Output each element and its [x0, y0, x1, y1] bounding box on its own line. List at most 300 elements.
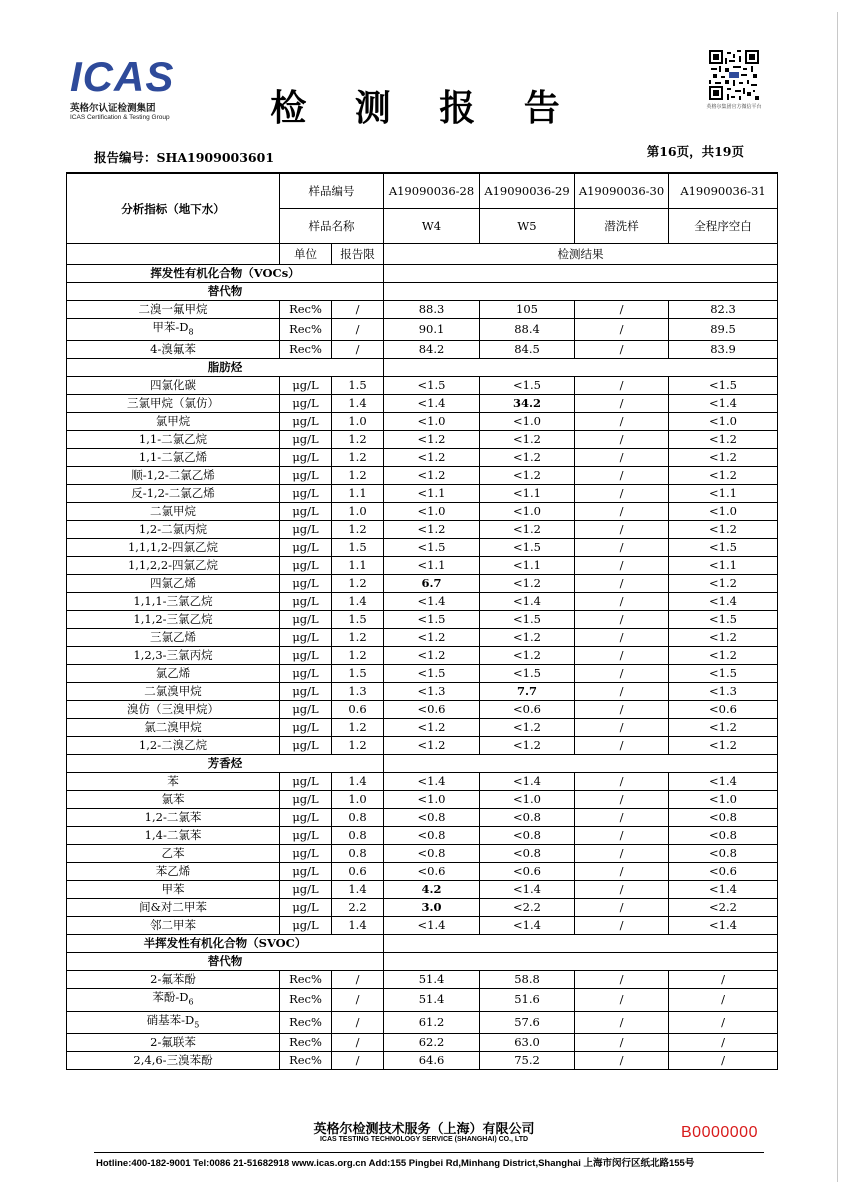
result-cell: / — [575, 449, 669, 467]
result-cell: <1.5 — [480, 539, 575, 557]
result-cell: / — [575, 917, 669, 935]
unit-cell: μg/L — [280, 881, 332, 899]
result-cell: <1.2 — [480, 647, 575, 665]
analyte-name: 1,2,3-三氯丙烷 — [67, 647, 280, 665]
result-cell: <1.2 — [480, 737, 575, 755]
result-cell: <0.8 — [669, 809, 778, 827]
analyte-name: 1,2-二氯丙烷 — [67, 521, 280, 539]
reporting-limit-cell: 1.0 — [332, 413, 384, 431]
unit-cell: μg/L — [280, 899, 332, 917]
unit-cell: μg/L — [280, 629, 332, 647]
result-cell: <0.8 — [480, 809, 575, 827]
unit-cell: μg/L — [280, 575, 332, 593]
result-cell: / — [575, 593, 669, 611]
unit-cell: μg/L — [280, 773, 332, 791]
analyte-name: 反-1,2-二氯乙烯 — [67, 485, 280, 503]
result-cell: / — [575, 665, 669, 683]
result-cell: 105 — [480, 301, 575, 319]
unit-cell: μg/L — [280, 647, 332, 665]
result-cell: <1.2 — [669, 737, 778, 755]
unit-cell: μg/L — [280, 791, 332, 809]
result-cell: <1.2 — [480, 719, 575, 737]
analyte-name: 2-氟联苯 — [67, 1033, 280, 1051]
result-cell: 90.1 — [384, 319, 480, 341]
table-row — [67, 809, 778, 827]
reporting-limit-cell: 1.2 — [332, 647, 384, 665]
result-cell: / — [575, 845, 669, 863]
result-cell: <0.6 — [384, 863, 480, 881]
result-cell: <1.4 — [669, 917, 778, 935]
result-cell: / — [575, 341, 669, 359]
result-cell: <1.4 — [384, 917, 480, 935]
analyte-name: 1,2-二溴乙烷 — [67, 737, 280, 755]
result-cell: / — [575, 377, 669, 395]
category-label: 挥发性有机化合物（VOCs） — [67, 265, 384, 283]
reporting-limit-cell: 1.5 — [332, 377, 384, 395]
result-cell: 84.2 — [384, 341, 480, 359]
table-row — [67, 665, 778, 683]
result-cell: <1.0 — [480, 413, 575, 431]
result-cell: / — [575, 575, 669, 593]
result-cell: <1.5 — [384, 665, 480, 683]
result-cell: / — [669, 1051, 778, 1069]
result-cell: / — [575, 539, 669, 557]
result-cell: 88.4 — [480, 319, 575, 341]
sample-number-cell: A19090036-30 — [575, 173, 669, 209]
sample-name-label: 样品名称 — [280, 209, 384, 244]
analyte-name: 邻二甲苯 — [67, 917, 280, 935]
logo-chinese-name: 英格尔认证检测集团 — [70, 103, 156, 114]
table-row — [67, 1011, 778, 1033]
result-cell: <1.0 — [384, 503, 480, 521]
result-cell: <1.4 — [384, 395, 480, 413]
blank-cell — [384, 953, 778, 971]
result-cell: <1.5 — [669, 377, 778, 395]
analyte-name: 1,1,2-三氯乙烷 — [67, 611, 280, 629]
reporting-limit-cell: / — [332, 341, 384, 359]
result-cell: <1.2 — [669, 467, 778, 485]
result-cell: <0.8 — [480, 827, 575, 845]
result-cell: <0.6 — [480, 863, 575, 881]
analyte-name: 苯酚$-D_6$ — [67, 989, 280, 1011]
company-name-cn: 英格尔检测技术服务（上海）有限公司 — [313, 1122, 535, 1137]
sample-number-cell: A19090036-28 — [384, 173, 480, 209]
sample-number-cell: A19090036-29 — [480, 173, 575, 209]
contact-info: Hotline:400-182-9001 Tel:0086 21-51682918 www.icas.org.cn Add:155 Pingbei Rd,Minhang District,Shanghai 上海市闵行区纸北路155号 — [96, 1158, 695, 1169]
unit-cell: μg/L — [280, 863, 332, 881]
group-row — [67, 359, 778, 377]
sample-name-cell: W5 — [480, 209, 575, 244]
reporting-limit-cell: 1.0 — [332, 791, 384, 809]
reporting-limit-cell: 0.8 — [332, 827, 384, 845]
table-row — [67, 431, 778, 449]
result-cell: 51.6 — [480, 989, 575, 1011]
analyte-name: 硝基苯$-D_5$ — [67, 1011, 280, 1033]
result-cell: <1.2 — [480, 467, 575, 485]
result-cell: <1.2 — [669, 629, 778, 647]
table-row — [67, 827, 778, 845]
result-cell: <0.6 — [669, 701, 778, 719]
analyte-name: 氯乙烯 — [67, 665, 280, 683]
result-cell: / — [575, 683, 669, 701]
table-row — [67, 719, 778, 737]
analysis-indicator-header: 分析指标（地下水） — [67, 173, 280, 244]
table-row — [67, 319, 778, 341]
table-row — [67, 971, 778, 989]
group-label: 替代物 — [67, 953, 384, 971]
result-cell: / — [575, 773, 669, 791]
result-cell: 62.2 — [384, 1033, 480, 1051]
result-cell: / — [575, 863, 669, 881]
unit-cell: μg/L — [280, 719, 332, 737]
reporting-limit-cell: 1.2 — [332, 521, 384, 539]
result-cell: 3.0 — [384, 899, 480, 917]
table-row — [67, 611, 778, 629]
group-row — [67, 953, 778, 971]
table-row — [67, 989, 778, 1011]
result-cell: 63.0 — [480, 1033, 575, 1051]
group-label: 芳香烃 — [67, 755, 384, 773]
unit-cell: Rec% — [280, 971, 332, 989]
result-cell: / — [575, 1051, 669, 1069]
result-cell: <1.4 — [384, 773, 480, 791]
result-cell: <1.2 — [384, 467, 480, 485]
result-cell: <1.2 — [480, 629, 575, 647]
qr-caption: 英格尔集团官方微信平台 — [706, 104, 762, 110]
category-row — [67, 935, 778, 953]
unit-cell: μg/L — [280, 539, 332, 557]
reporting-limit-label: 报告限 — [332, 244, 384, 265]
reporting-limit-cell: 1.1 — [332, 485, 384, 503]
result-cell: <1.2 — [669, 431, 778, 449]
analyte-name: 三氯乙烯 — [67, 629, 280, 647]
analyte-name: 间&对二甲苯 — [67, 899, 280, 917]
unit-cell: Rec% — [280, 1051, 332, 1069]
blank-cell — [384, 359, 778, 377]
result-cell: / — [575, 431, 669, 449]
table-row — [67, 917, 778, 935]
table-row — [67, 899, 778, 917]
analyte-name: 氯甲烷 — [67, 413, 280, 431]
table-row — [67, 341, 778, 359]
result-cell: <1.0 — [480, 791, 575, 809]
unit-cell: μg/L — [280, 611, 332, 629]
reporting-limit-cell: 1.4 — [332, 917, 384, 935]
unit-cell: Rec% — [280, 301, 332, 319]
result-cell: 88.3 — [384, 301, 480, 319]
result-cell: 51.4 — [384, 971, 480, 989]
blank-cell — [384, 755, 778, 773]
analyte-name: 1,1-二氯乙烯 — [67, 449, 280, 467]
unit-cell: μg/L — [280, 827, 332, 845]
result-cell: <1.0 — [384, 413, 480, 431]
reporting-limit-cell: 1.5 — [332, 665, 384, 683]
blank-cell — [67, 244, 280, 265]
result-cell: <1.2 — [384, 647, 480, 665]
result-cell: / — [575, 629, 669, 647]
analyte-name: 1,1,1-三氯乙烷 — [67, 593, 280, 611]
result-cell: 82.3 — [669, 301, 778, 319]
analyte-name: 溴仿（三溴甲烷） — [67, 701, 280, 719]
sample-name-cell: W4 — [384, 209, 480, 244]
unit-cell: μg/L — [280, 701, 332, 719]
reporting-limit-cell: 0.6 — [332, 701, 384, 719]
unit-cell: μg/L — [280, 683, 332, 701]
unit-cell: μg/L — [280, 431, 332, 449]
reporting-limit-cell: 1.4 — [332, 593, 384, 611]
result-cell: / — [575, 1033, 669, 1051]
reporting-limit-cell: / — [332, 1033, 384, 1051]
unit-cell: Rec% — [280, 319, 332, 341]
result-cell: <1.4 — [669, 593, 778, 611]
result-cell: <1.4 — [669, 773, 778, 791]
result-cell: <0.8 — [384, 809, 480, 827]
result-cell: <1.2 — [480, 521, 575, 539]
table-row — [67, 467, 778, 485]
table-row — [67, 521, 778, 539]
unit-cell: μg/L — [280, 665, 332, 683]
result-cell: / — [575, 701, 669, 719]
reporting-limit-cell: / — [332, 989, 384, 1011]
table-row — [67, 301, 778, 319]
result-cell: / — [575, 485, 669, 503]
report-number: 报告编号：SHA1909003601 — [94, 150, 275, 165]
unit-cell: μg/L — [280, 917, 332, 935]
analyte-name: 2,4,6-三溴苯酚 — [67, 1051, 280, 1069]
result-cell: <1.1 — [384, 485, 480, 503]
unit-header-row — [67, 244, 778, 265]
reporting-limit-cell: 1.0 — [332, 503, 384, 521]
analyte-name: 顺-1,2-二氯乙烯 — [67, 467, 280, 485]
unit-cell: μg/L — [280, 377, 332, 395]
table-row — [67, 701, 778, 719]
result-cell: <1.1 — [480, 485, 575, 503]
analyte-name: 氯苯 — [67, 791, 280, 809]
table-row — [67, 683, 778, 701]
analyte-name: 1,1,2,2-四氯乙烷 — [67, 557, 280, 575]
result-cell: <2.2 — [480, 899, 575, 917]
result-cell: / — [575, 319, 669, 341]
logo-english-name: ICAS Certification & Testing Group — [70, 114, 170, 121]
result-cell: / — [575, 791, 669, 809]
reporting-limit-cell: 1.2 — [332, 575, 384, 593]
reporting-limit-cell: 1.2 — [332, 431, 384, 449]
analyte-name: 1,2-二氯苯 — [67, 809, 280, 827]
result-cell: / — [575, 647, 669, 665]
result-cell: <1.0 — [669, 413, 778, 431]
result-cell: 57.6 — [480, 1011, 575, 1033]
reporting-limit-cell: / — [332, 301, 384, 319]
analyte-name: 甲苯$-D_8$ — [67, 319, 280, 341]
unit-cell: μg/L — [280, 467, 332, 485]
reporting-limit-cell: / — [332, 319, 384, 341]
analyte-name: 4-溴氟苯 — [67, 341, 280, 359]
result-cell: / — [575, 827, 669, 845]
result-cell: <1.0 — [669, 503, 778, 521]
qr-code-icon — [709, 50, 759, 100]
reporting-limit-cell: / — [332, 1051, 384, 1069]
analyte-name: 四氯乙烯 — [67, 575, 280, 593]
analyte-name: 2-氟苯酚 — [67, 971, 280, 989]
result-cell: <1.5 — [384, 611, 480, 629]
sample-name-cell: 潜洗样 — [575, 209, 669, 244]
analyte-name: 二氯甲烷 — [67, 503, 280, 521]
result-cell: / — [575, 301, 669, 319]
unit-cell: μg/L — [280, 737, 332, 755]
page-indicator: 第16页，共19页 — [646, 144, 744, 159]
result-cell: <1.4 — [480, 773, 575, 791]
result-cell: / — [575, 467, 669, 485]
unit-cell: μg/L — [280, 449, 332, 467]
result-cell: / — [575, 899, 669, 917]
group-row — [67, 755, 778, 773]
result-cell: <1.3 — [384, 683, 480, 701]
result-cell: <1.2 — [669, 647, 778, 665]
result-cell: <1.2 — [480, 431, 575, 449]
result-cell: <1.2 — [669, 719, 778, 737]
reporting-limit-cell: / — [332, 971, 384, 989]
unit-label: 单位 — [280, 244, 332, 265]
result-cell: <1.2 — [384, 629, 480, 647]
result-cell: <1.2 — [480, 575, 575, 593]
reporting-limit-cell: 0.6 — [332, 863, 384, 881]
result-cell: <1.5 — [669, 539, 778, 557]
sample-name-cell: 全程序空白 — [669, 209, 778, 244]
result-cell: <0.8 — [384, 845, 480, 863]
result-cell: <1.2 — [669, 521, 778, 539]
unit-cell: μg/L — [280, 485, 332, 503]
group-row — [67, 283, 778, 301]
analyte-name: 二氯溴甲烷 — [67, 683, 280, 701]
footer-divider — [94, 1152, 764, 1153]
reporting-limit-cell: 1.2 — [332, 629, 384, 647]
result-cell: <0.8 — [384, 827, 480, 845]
result-cell: / — [575, 503, 669, 521]
result-cell: <1.4 — [669, 881, 778, 899]
unit-cell: Rec% — [280, 341, 332, 359]
sample-number-label: 样品编号 — [280, 173, 384, 209]
result-cell: <1.4 — [480, 593, 575, 611]
result-cell: <0.8 — [480, 845, 575, 863]
table-row — [67, 791, 778, 809]
table-row — [67, 593, 778, 611]
result-cell: / — [575, 881, 669, 899]
unit-cell: μg/L — [280, 413, 332, 431]
blank-cell — [384, 265, 778, 283]
reporting-limit-cell: 1.3 — [332, 683, 384, 701]
unit-cell: μg/L — [280, 395, 332, 413]
analyte-name: 三氯甲烷（氯仿） — [67, 395, 280, 413]
company-name-en: ICAS TESTING TECHNOLOGY SERVICE (SHANGHAI) CO., LTD — [319, 1136, 529, 1143]
result-cell: <1.5 — [384, 539, 480, 557]
result-cell: / — [575, 719, 669, 737]
table-row — [67, 1051, 778, 1069]
category-label: 半挥发性有机化合物（SVOC） — [67, 935, 384, 953]
analyte-name: 苯 — [67, 773, 280, 791]
reporting-limit-cell: 1.4 — [332, 395, 384, 413]
result-cell: <1.0 — [480, 503, 575, 521]
results-table — [66, 172, 778, 1070]
result-cell: <1.1 — [480, 557, 575, 575]
analyte-name: 1,1,1,2-四氯乙烷 — [67, 539, 280, 557]
result-cell: / — [575, 809, 669, 827]
reporting-limit-cell: 1.2 — [332, 737, 384, 755]
page-edge-line — [837, 12, 838, 1182]
result-cell: 64.6 — [384, 1051, 480, 1069]
unit-cell: μg/L — [280, 557, 332, 575]
analyte-name: 四氯化碳 — [67, 377, 280, 395]
result-cell: 51.4 — [384, 989, 480, 1011]
table-row — [67, 629, 778, 647]
test-result-label: 检测结果 — [384, 244, 778, 265]
analyte-name: 苯乙烯 — [67, 863, 280, 881]
table-row — [67, 881, 778, 899]
result-cell: / — [575, 395, 669, 413]
result-cell: 4.2 — [384, 881, 480, 899]
reporting-limit-cell: / — [332, 1011, 384, 1033]
analyte-name: 乙苯 — [67, 845, 280, 863]
result-cell: <0.6 — [384, 701, 480, 719]
result-cell: <1.2 — [384, 449, 480, 467]
table-row — [67, 485, 778, 503]
result-cell: 7.7 — [480, 683, 575, 701]
result-cell: <1.5 — [384, 377, 480, 395]
table-row — [67, 395, 778, 413]
reporting-limit-cell: 2.2 — [332, 899, 384, 917]
table-row — [67, 1033, 778, 1051]
result-cell: <2.2 — [669, 899, 778, 917]
result-cell: <1.2 — [480, 449, 575, 467]
reporting-limit-cell: 1.4 — [332, 773, 384, 791]
table-row — [67, 413, 778, 431]
sample-number-cell: A19090036-31 — [669, 173, 778, 209]
result-cell: <1.5 — [480, 611, 575, 629]
table-row — [67, 449, 778, 467]
analyte-name: 甲苯 — [67, 881, 280, 899]
unit-cell: μg/L — [280, 521, 332, 539]
result-cell: 6.7 — [384, 575, 480, 593]
reporting-limit-cell: 1.2 — [332, 467, 384, 485]
result-cell: / — [575, 1011, 669, 1033]
result-cell: / — [669, 1033, 778, 1051]
reporting-limit-cell: 0.8 — [332, 845, 384, 863]
group-label: 脂肪烃 — [67, 359, 384, 377]
result-cell: <1.0 — [669, 791, 778, 809]
result-cell: 75.2 — [480, 1051, 575, 1069]
result-cell: / — [669, 1011, 778, 1033]
result-cell: <1.4 — [384, 593, 480, 611]
reporting-limit-cell: 1.4 — [332, 881, 384, 899]
result-cell: 84.5 — [480, 341, 575, 359]
result-cell: / — [669, 989, 778, 1011]
table-row — [67, 647, 778, 665]
analyte-name: 二溴一氟甲烷 — [67, 301, 280, 319]
result-cell: / — [575, 521, 669, 539]
result-cell: <1.4 — [480, 881, 575, 899]
reporting-limit-cell: 1.5 — [332, 539, 384, 557]
blank-cell — [384, 935, 778, 953]
result-cell: <1.5 — [669, 665, 778, 683]
result-cell: 83.9 — [669, 341, 778, 359]
result-cell: 89.5 — [669, 319, 778, 341]
result-cell: <1.5 — [480, 377, 575, 395]
result-cell: / — [575, 989, 669, 1011]
unit-cell: Rec% — [280, 989, 332, 1011]
unit-cell: μg/L — [280, 809, 332, 827]
group-label: 替代物 — [67, 283, 384, 301]
result-cell: <0.6 — [669, 863, 778, 881]
unit-cell: Rec% — [280, 1011, 332, 1033]
